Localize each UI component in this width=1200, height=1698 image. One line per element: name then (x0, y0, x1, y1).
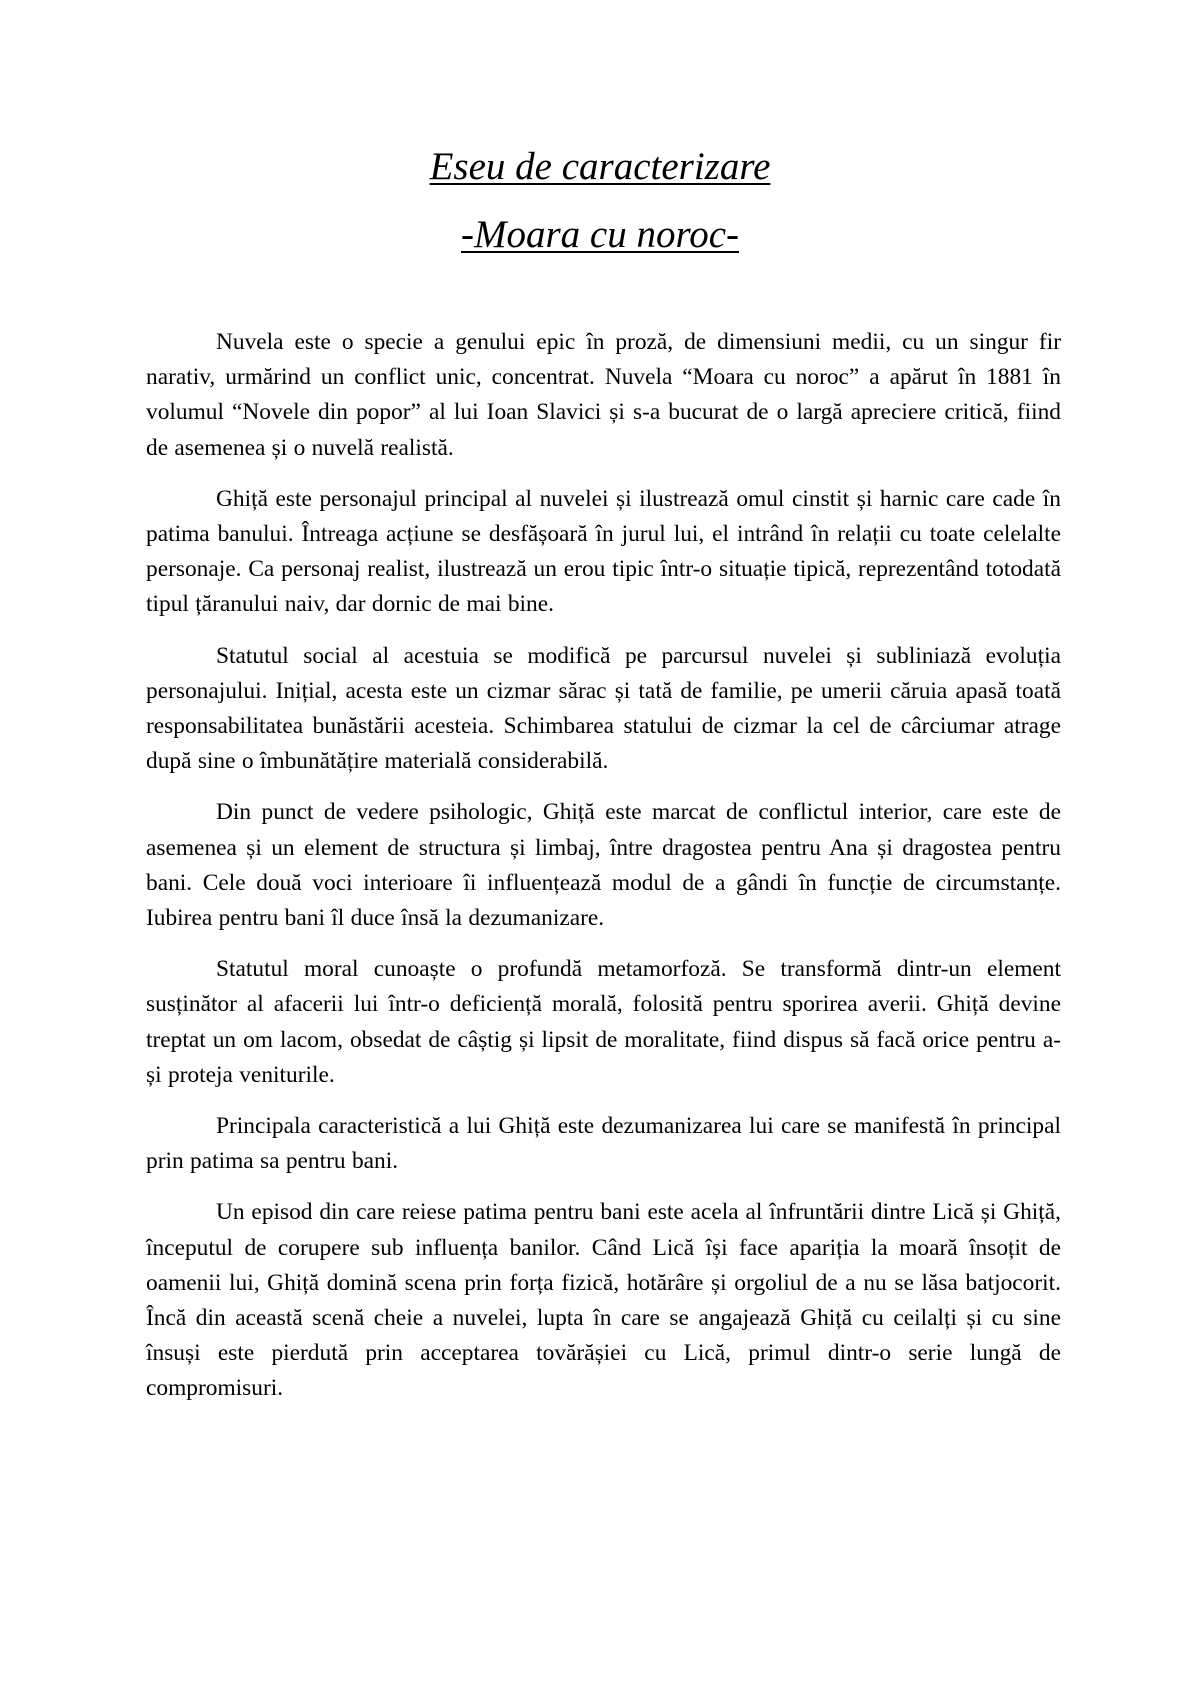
paragraph-2: Ghiță este personajul principal al nuvelei și ilustrează omul cinstit și harnic care cade în patima banului. Întreaga acțiune se desfășoară în jurul lui, el intrând în relații cu toate celelalte personaje. Ca personaj realist, ilustrează un erou tipic într-o situație tipică, reprezentând totodată tipul țăranului naiv, dar dornic de mai bine. (146, 485, 1061, 618)
paragraph-1: Nuvela este o specie a genului epic în proză, de dimensiuni medii, cu un singur fir narativ, urmărind un conflict unic, concentrat. Nuvela “Moara cu noroc” a apărut în 1881 în volumul “Novele din popor” al lui Ioan Slavici și s-a bucurat de o largă apreciere critică, fiind de asemenea și o nuvelă realistă. (146, 329, 1061, 461)
paragraph-7: Un episod din care reiese patima pentru bani este acela al înfruntării dintre Lică și Ghiță, începutul de corupere sub influența banilor. Când Lică își face apariția la moară însoțit de oamenii lui, Ghiță domină scena prin forța fizică, hotărâre și orgoliul de a nu se lăsa batjocorit. Încă din această scenă cheie a nuvelei, lupta în care se angajează Ghiță cu ceilalți și cu sine însuși este pierdută prin acceptarea tovărășiei cu Lică, primul dintr-o serie lungă de compromisuri. (146, 1199, 1061, 1402)
paragraph-4: Din punct de vedere psihologic, Ghiță este marcat de conflictul interior, care este de asemenea și un element de structura și limbaj, între dragostea pentru Ana și dragostea pentru bani. Cele două voci interioare îi influențează modul de a gândi în funcție de circumstanțe. Iubirea pentru bani îl duce însă la dezumanizare. (146, 799, 1061, 932)
document-subtitle: -Moara cu noroc- (461, 213, 739, 256)
document-title: Eseu de caracterizare (429, 145, 771, 188)
document-body (146, 325, 1061, 1423)
paragraph-3: Statutul social al acestuia se modifică pe parcursul nuvelei și subliniază evoluția personajului. Inițial, acesta este un cizmar sărac și tată de familie, pe umerii căruia apasă toată responsabilitatea bunăstării acesteia. Schimbarea statului de cizmar la cel de cârciumar atrage după sine o îmbunătățire materială considerabilă. (146, 642, 1061, 775)
paragraph-5: Statutul moral cunoaște o profundă metamorfoză. Se transformă dintr-un element susținător al afacerii lui într-o deficiență morală, folosită pentru sporirea averii. Ghiță devine treptat un om lacom, obsedat de câștig și lipsit de moralitate, fiind dispus să facă orice pentru a-și proteja veniturile. (146, 956, 1061, 1088)
paragraph-6: Principala caracteristică a lui Ghiță este dezumanizarea lui care se manifestă în principal prin patima sa pentru bani. (146, 1113, 1061, 1175)
